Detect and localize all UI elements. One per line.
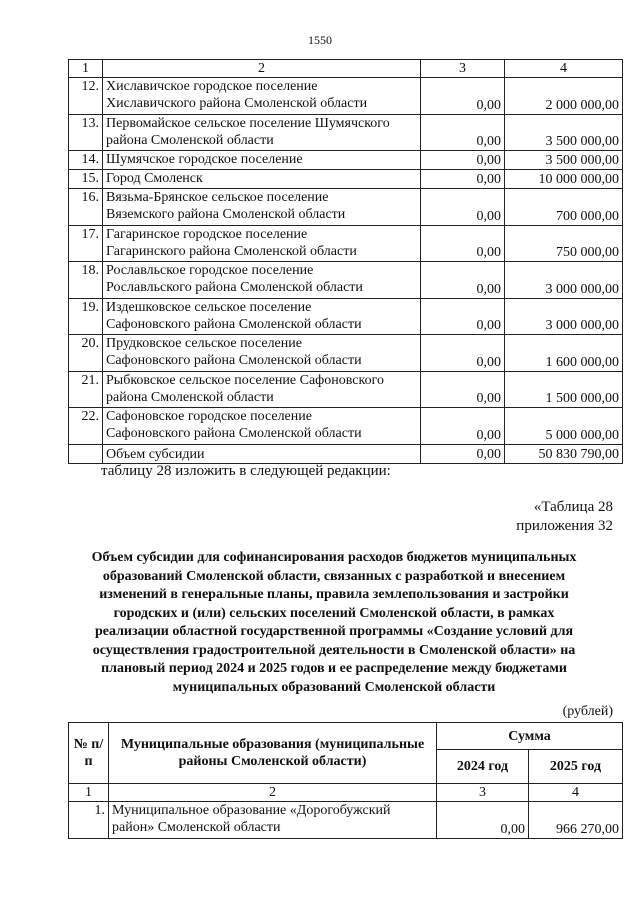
table-row [69, 170, 623, 189]
table-header-row [69, 60, 623, 78]
row-number: 17. [69, 225, 103, 262]
row-number: 15. [69, 170, 103, 189]
municipality-name [103, 298, 421, 335]
row-number: 21. [69, 371, 103, 408]
municipality-name-line1: Первомайское сельское поселение Шумячского [106, 115, 390, 131]
table-title-line: изменений в генеральные планы, правила землепользования и застройки [99, 587, 569, 602]
municipality-name-line1: Сафоновское городское поселение [106, 409, 312, 424]
municipality-name [103, 335, 421, 372]
municipality-name-line2: Сафоновского района Смоленской области [106, 316, 362, 332]
column-index-1: 1 [69, 784, 109, 802]
col-header-2025: 2025 год [529, 750, 623, 784]
value-2024: 0,00 [421, 170, 505, 189]
table-row [69, 225, 623, 262]
table-title-line: осуществления градостроительной деятельности в Смоленской области» на [92, 642, 576, 658]
table-title-line: муниципальных образований Смоленской области [172, 679, 496, 695]
table-row [69, 189, 623, 226]
row-number: 18. [69, 262, 103, 299]
municipality-name-line2: Рославльского района Смоленской области [106, 280, 363, 295]
row-number: 19. [69, 298, 103, 335]
value-2024: 0,00 [421, 298, 505, 335]
intro-text: таблицу 28 изложить в следующей редакции: [101, 463, 391, 479]
municipality-name-line2: Хиславичского района Смоленской области [106, 96, 368, 111]
column-index-3: 3 [437, 784, 529, 802]
value-2025: 966 270,00 [529, 802, 623, 839]
column-index-1: 1 [69, 60, 103, 78]
table-row [69, 408, 623, 445]
row-number: 20. [69, 335, 103, 372]
table-reference-line1: «Таблица 28 [533, 499, 613, 515]
column-index-2: 2 [103, 60, 421, 78]
value-2024: 0,00 [421, 335, 505, 372]
table-title-line: Объем субсидии для софинансирования расходов бюджетов муниципальных [91, 550, 577, 565]
table-reference [516, 498, 613, 536]
municipality-name-line1: Рославльское городское поселение [106, 263, 314, 278]
row-number: 1. [69, 802, 109, 839]
municipality-name-line1: Рыбковское сельское поселение Сафоновского [106, 372, 384, 388]
row-number: 14. [69, 151, 103, 170]
value-2025: 700 000,00 [505, 189, 623, 226]
column-index-3: 3 [421, 60, 505, 78]
municipality-name-line1: Гагаринское городское поселение [106, 226, 308, 242]
value-2025: 3 000 000,00 [505, 262, 623, 299]
value-2024: 0,00 [421, 151, 505, 170]
column-index-2: 2 [109, 784, 437, 802]
table-title-line: городских и (или) сельских поселений Смоленской области, в рамках [113, 605, 555, 621]
value-2025: 10 000 000,00 [505, 170, 623, 189]
value-2025: 2 000 000,00 [505, 78, 623, 115]
municipality-name-line2: района Смоленской области [106, 132, 274, 148]
municipality-name [103, 151, 421, 170]
unit-label: (рублей) [562, 704, 613, 719]
municipality-name [103, 114, 421, 151]
municipality-name-line2: Сафоновского района Смоленской области [106, 426, 362, 441]
table-row [69, 802, 623, 839]
table-row [69, 262, 623, 299]
subsidy-table-28 [68, 722, 623, 839]
municipality-name-line2: район» Смоленской области [112, 820, 281, 835]
total-2025: 50 830 790,00 [505, 444, 623, 463]
table-row [69, 78, 623, 115]
value-2025: 3 500 000,00 [505, 151, 623, 170]
municipality-name-line1: Прудковское сельское поселение [106, 336, 302, 351]
col-header-municipality: Муниципальные образования (муниципальные районы Смоленской области) [109, 723, 437, 784]
value-2024: 0,00 [421, 408, 505, 445]
municipality-name-line2: Гагаринского района Смоленской области [106, 243, 357, 259]
municipality-name [103, 189, 421, 226]
municipality-name [109, 802, 437, 839]
row-number: 12. [69, 78, 103, 115]
municipality-name-line1: Издешковское сельское поселение [106, 299, 312, 315]
value-2024: 0,00 [421, 78, 505, 115]
subsidy-table-continuation [68, 59, 623, 464]
municipality-name [103, 78, 421, 115]
value-2025: 3 000 000,00 [505, 298, 623, 335]
col-header-number: № п/п [69, 723, 109, 784]
municipality-name [103, 408, 421, 445]
table-title-line: образований Смоленской области, связанных с разработкой и внесением [102, 568, 566, 584]
value-2025: 1 500 000,00 [505, 371, 623, 408]
value-2024: 0,00 [437, 802, 529, 839]
total-row [69, 444, 623, 463]
municipality-name [103, 225, 421, 262]
municipality-name-line1: Шумячское городское поселение [106, 152, 303, 167]
table-title [60, 549, 608, 697]
municipality-name-line1: Хиславичское городское поселение [106, 79, 318, 94]
total-2024: 0,00 [421, 444, 505, 463]
value-2024: 0,00 [421, 371, 505, 408]
municipality-name-line1: Город Смоленск [106, 171, 203, 186]
page-number: 1550 [308, 33, 332, 47]
total-label: Объем субсидии [103, 444, 421, 463]
municipality-name-line1: Муниципальное образование «Дорогобужский [112, 803, 391, 818]
value-2025: 1 600 000,00 [505, 335, 623, 372]
municipality-name [103, 170, 421, 189]
col-header-sum: Сумма [437, 723, 623, 750]
table-row [69, 371, 623, 408]
municipality-name-line2: Вяземского района Смоленской области [106, 207, 346, 222]
municipality-name [103, 371, 421, 408]
value-2025: 3 500 000,00 [505, 114, 623, 151]
table-index-row [69, 784, 623, 802]
table-row [69, 335, 623, 372]
municipality-name-line2: Сафоновского района Смоленской области [106, 353, 362, 368]
total-empty-cell [69, 444, 103, 463]
value-2025: 750 000,00 [505, 225, 623, 262]
value-2025: 5 000 000,00 [505, 408, 623, 445]
municipality-name [103, 262, 421, 299]
value-2024: 0,00 [421, 262, 505, 299]
row-number: 22. [69, 408, 103, 445]
table-row [69, 114, 623, 151]
col-header-2024: 2024 год [437, 750, 529, 784]
value-2024: 0,00 [421, 189, 505, 226]
municipality-name-line2: района Смоленской области [106, 389, 274, 405]
row-number: 13. [69, 114, 103, 151]
value-2024: 0,00 [421, 225, 505, 262]
column-index-4: 4 [529, 784, 623, 802]
table-row [69, 151, 623, 170]
municipality-name-line1: Вязьма-Брянское сельское поселение [106, 190, 329, 205]
table-title-line: реализации областной государственной программы «Создание условий для [94, 624, 574, 639]
column-index-4: 4 [505, 60, 623, 78]
table-reference-line2: приложения 32 [516, 518, 613, 534]
table-title-line: плановый период 2024 и 2025 годов и ее распределение между бюджетами [101, 661, 567, 676]
row-number: 16. [69, 189, 103, 226]
table-row [69, 298, 623, 335]
value-2024: 0,00 [421, 114, 505, 151]
